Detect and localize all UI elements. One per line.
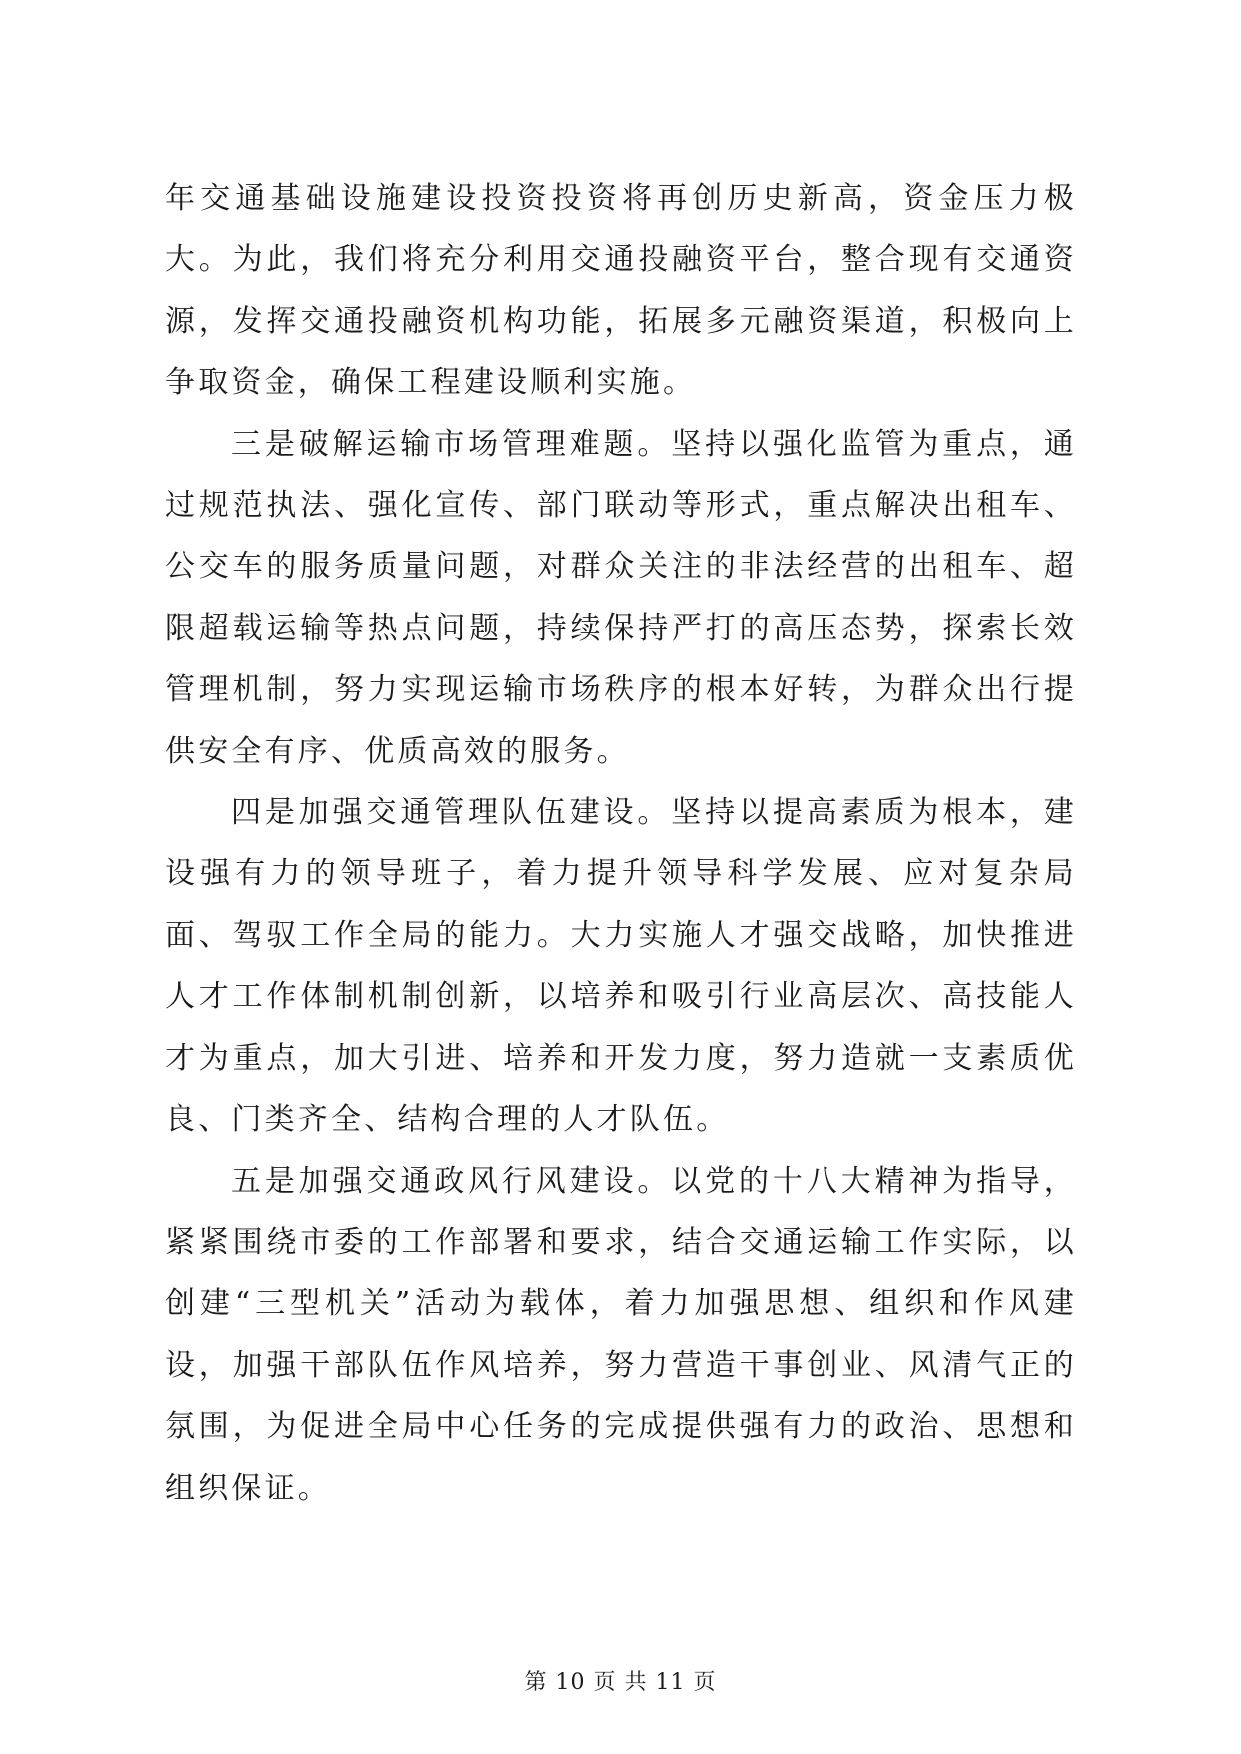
page-number-footer: 第 10 页 共 11 页	[524, 1670, 717, 1695]
paragraph-continuation: 年交通基础设施建设投资投资将再创历史新高，资金压力极大。为此，我们将充分利用交通投融资平台，整合现有交通资源，发挥交通投融资机构功能，拓展多元融资渠道，积极向上争取资金，确保工程建设顺利实施。	[165, 181, 1077, 401]
document-body	[165, 168, 1077, 1519]
paragraph-team-building: 四是加强交通管理队伍建设。坚持以提高素质为根本，建设强有力的领导班子，着力提升领导科学发展、应对复杂局面、驾驭工作全局的能力。大力实施人才强交战略，加快推进人才工作体制机制创新，以培养和吸引行业高层次、高技能人才为重点，加大引进、培养和开发力度，努力造就一支素质优良、门类齐全、结构合理的人才队伍。	[165, 795, 1077, 1138]
paragraph-transport-market: 三是破解运输市场管理难题。坚持以强化监管为重点，通过规范执法、强化宣传、部门联动等形式，重点解决出租车、公交车的服务质量问题，对群众关注的非法经营的出租车、超限超载运输等热点问题，持续保持严打的高压态势，探索长效管理机制，努力实现运输市场秩序的根本好转，为群众出行提供安全有序、优质高效的服务。	[165, 426, 1077, 769]
paragraph-conduct-building: 五是加强交通政风行风建设。以党的十八大精神为指导，紧紧围绕市委的工作部署和要求，结合交通运输工作实际，以创建“三型机关”活动为载体，着力加强思想、组织和作风建设，加强干部队伍作风培养，努力营造干事创业、风清气正的氛围，为促进全局中心任务的完成提供强有力的政治、思想和组织保证。	[165, 1163, 1077, 1506]
